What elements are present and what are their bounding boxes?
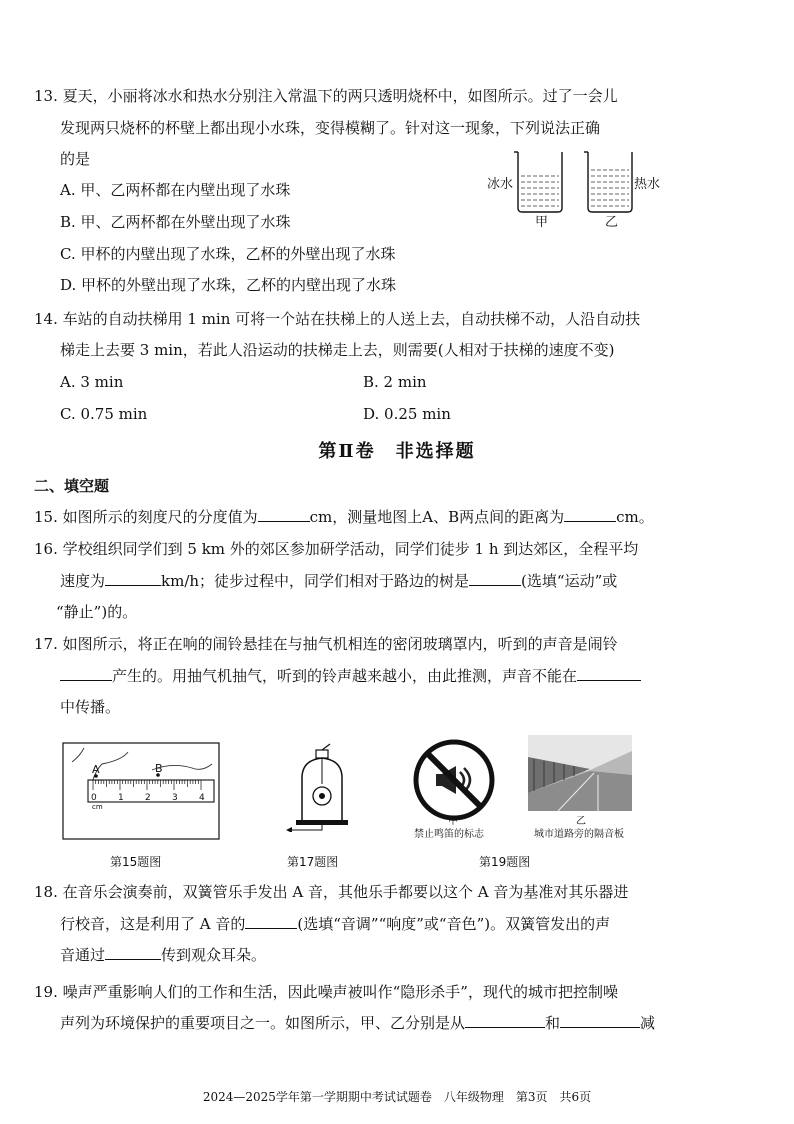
q16-line2 [60, 571, 617, 591]
ruler-tick-0: 0 [91, 793, 97, 803]
ruler-tick-3: 3 [172, 793, 178, 803]
q13-hot-water-label: 热水 [634, 177, 661, 192]
fig17-caption: 第17题图 [287, 855, 339, 869]
section-title: 第Ⅱ卷 非选择题 [318, 441, 476, 462]
q19-text-3: 减 [640, 1014, 656, 1032]
q19-blank-1[interactable] [465, 1013, 545, 1028]
fig19-photo-caption: 城市道路旁的隔音板 [534, 829, 624, 840]
q13-line3: 的是 [60, 150, 91, 168]
q17-blank-1[interactable] [60, 666, 112, 681]
q14-option-c: C. 0.75 min [60, 405, 148, 423]
fig19-photo-label: 乙 [576, 816, 586, 827]
q17-line1: 17. 如图所示，将正在响的闹铃悬挂在与抽气机相连的密闭玻璃罩内，听到的声音是闹铃 [34, 635, 618, 653]
q18-text-4: 传到观众耳朵。 [161, 946, 267, 964]
q16-line1: 16. 学校组织同学们到 5 km 外的郊区参加研学活动，同学们徒步 1 h 到达郊区，全程平均 [34, 540, 639, 558]
ruler-unit: cm [92, 803, 103, 811]
page-footer: 2024—2025学年第一学期期中考试试题卷 八年级物理 第3页 共6页 [202, 1090, 592, 1104]
ruler-tick-1: 1 [118, 793, 124, 803]
q18-blank-1[interactable] [245, 914, 297, 929]
q14-option-a: A. 3 min [60, 373, 124, 391]
q17-line3: 中传播。 [60, 698, 121, 716]
q16-text-2: km/h；徒步过程中，同学们相对于路边的树是 [161, 572, 470, 590]
q16-blank-1[interactable] [105, 571, 161, 586]
q15-blank-2[interactable] [564, 507, 616, 522]
q17-blank-2[interactable] [577, 666, 641, 681]
q13-option-d: D. 甲杯的外壁出现了水珠，乙杯的内壁出现了水珠 [60, 276, 397, 294]
q19-blank-2[interactable] [560, 1013, 640, 1028]
q17-line2 [60, 666, 641, 686]
q13-cup-yi-label: 乙 [605, 215, 619, 230]
q18-line2 [60, 914, 610, 934]
q18-text-3: 音通过 [60, 946, 106, 964]
q18-line3 [60, 945, 266, 965]
sound-barrier-photo [528, 735, 632, 811]
fig19-caption: 第19题图 [479, 855, 531, 869]
ruler-point-b: B [155, 762, 163, 775]
ruler-tick-4: 4 [199, 793, 205, 803]
q15-text-2: cm，测量地图上A、B两点间的距离为 [309, 508, 565, 526]
q14-line2: 梯走上去要 3 min，若此人沿运动的扶梯走上去，则需要(人相对于扶梯的速度不变) [60, 341, 615, 359]
ruler-figure [62, 742, 222, 842]
bell-jar-figure [282, 742, 362, 832]
q13-ice-water-label: 冰水 [487, 177, 514, 192]
q17-text-1: 产生的。用抽气机抽气，听到的铃声越来越小，由此推测，声音不能在 [112, 667, 578, 685]
q18-text-1: 行校音，这是利用了 A 音的 [60, 915, 246, 933]
q13-option-c: C. 甲杯的内壁出现了水珠，乙杯的外壁出现了水珠 [60, 245, 396, 263]
q15-text-3: cm。 [616, 508, 654, 526]
fig19-sign-caption: 禁止鸣笛的标志 [414, 829, 484, 840]
q18-text-2: (选填“音调”“响度”或“音色”)。双簧管发出的声 [297, 915, 611, 933]
q13-line2: 发现两只烧杯的杯壁上都出现小水珠，变得模糊了。针对这一现象，下列说法正确 [60, 119, 601, 137]
q16-blank-2[interactable] [469, 571, 521, 586]
q15-line [34, 507, 654, 527]
q19-text-1: 声列为环境保护的重要项目之一。如图所示，甲、乙分别是从 [60, 1014, 466, 1032]
q15-text-1: 15. 如图所示的刻度尺的分度值为 [34, 508, 258, 526]
q16-line3: “静止”)的。 [56, 603, 138, 621]
q18-line1: 18. 在音乐会演奏前，双簧管乐手发出 A 音，其他乐手都要以这个 A 音为基准对其乐器进 [34, 883, 629, 901]
q13-option-a: A. 甲、乙两杯都在内壁出现了水珠 [60, 181, 291, 199]
ruler-point-a: A [92, 763, 100, 776]
ruler-tick-2: 2 [145, 793, 151, 803]
q19-text-2: 和 [545, 1014, 561, 1032]
q19-line1: 19. 噪声严重影响人们的工作和生活，因此噪声被叫作“隐形杀手”，现代的城市把控制噪 [34, 983, 618, 1001]
fig19-sign-label: 甲 [448, 816, 458, 827]
q18-blank-2[interactable] [105, 945, 161, 960]
section-subtitle: 二、填空题 [34, 477, 110, 495]
q19-line2 [60, 1013, 655, 1033]
q14-option-d: D. 0.25 min [363, 405, 451, 423]
q15-blank-1[interactable] [258, 507, 310, 522]
q13-cup-jia-label: 甲 [535, 215, 549, 230]
q16-text-3: (选填“运动”或 [521, 572, 618, 590]
q13-line1: 13. 夏天，小丽将冰水和热水分别注入常温下的两只透明烧杯中，如图所示。过了一会儿 [34, 87, 618, 105]
q14-option-b: B. 2 min [363, 373, 427, 391]
q16-text-1: 速度为 [60, 572, 106, 590]
q13-option-b: B. 甲、乙两杯都在外壁出现了水珠 [60, 213, 291, 231]
fig15-caption: 第15题图 [110, 855, 162, 869]
q14-line1: 14. 车站的自动扶梯用 1 min 可将一个站在扶梯上的人送上去，自动扶梯不动，人沿自动扶 [34, 310, 641, 328]
no-horn-sign [412, 738, 496, 822]
